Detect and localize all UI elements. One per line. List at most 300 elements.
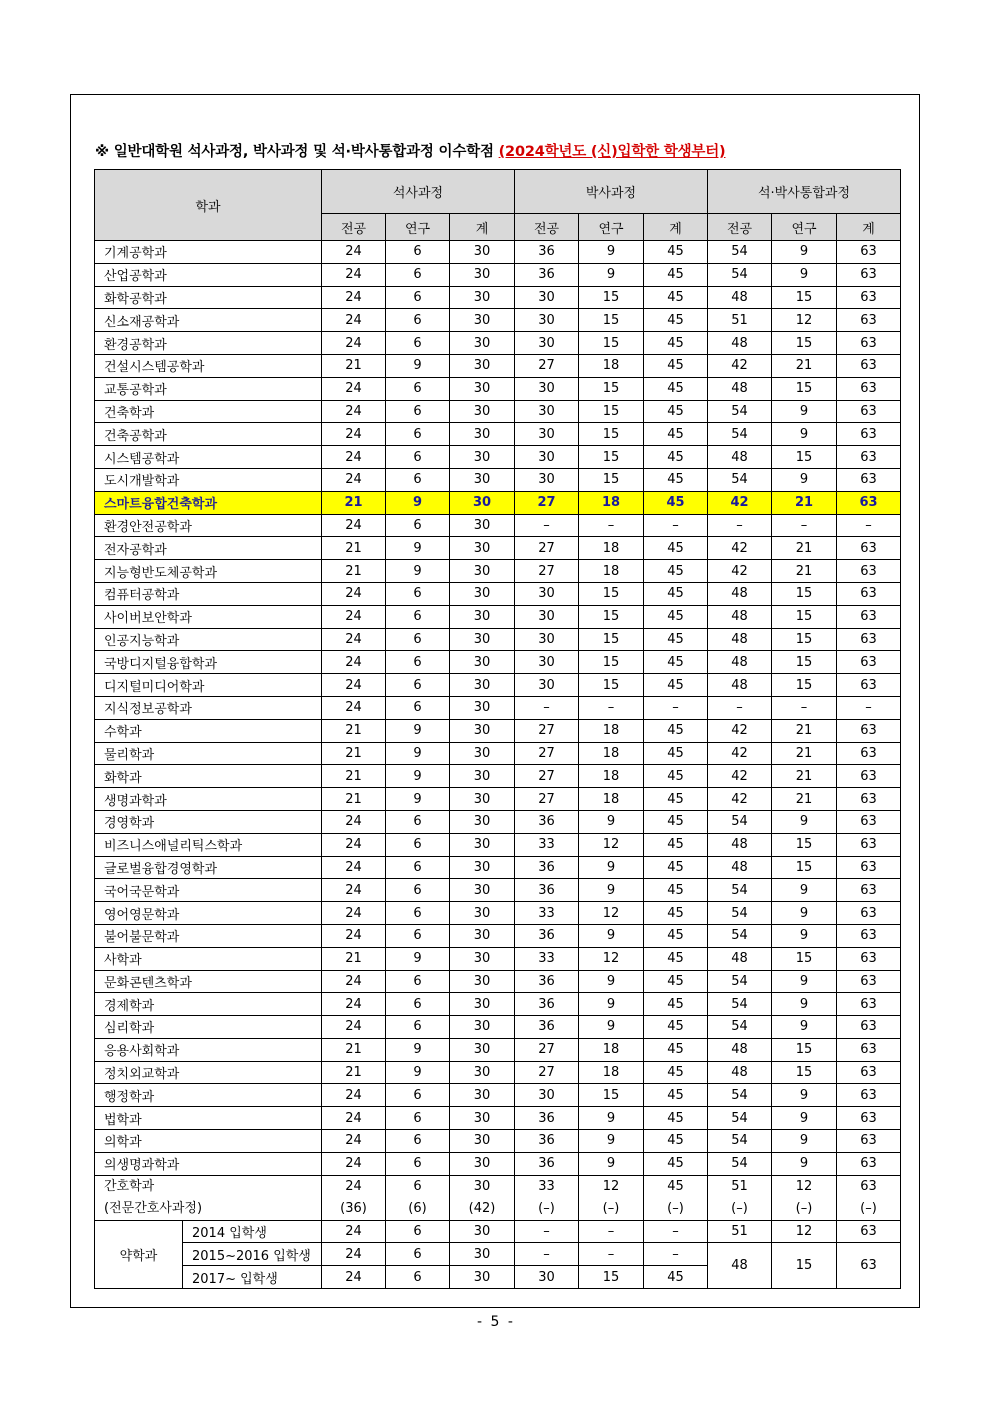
dept-name: 생명과학과 xyxy=(95,788,322,811)
table-cell: 33 xyxy=(515,947,579,970)
table-cell: 30 xyxy=(450,788,515,811)
table-cell: 30 xyxy=(515,1266,579,1289)
table-cell: 45 xyxy=(644,879,708,902)
table-cell: 21 xyxy=(322,354,386,377)
table-cell: 12 xyxy=(579,902,644,925)
table-cell: 24 xyxy=(322,605,386,628)
table-cell: 54 xyxy=(708,263,772,286)
table-cell: – xyxy=(579,1220,644,1243)
table-cell: 48 xyxy=(708,286,772,309)
table-cell: 48 xyxy=(708,377,772,400)
table-cell: 42 xyxy=(708,537,772,560)
table-cell: 12 xyxy=(772,309,837,332)
table-cell: 18 xyxy=(579,537,644,560)
table-cell: – xyxy=(772,696,837,719)
dept-name: 전자공학과 xyxy=(95,537,322,560)
dept-name: 산업공학과 xyxy=(95,263,322,286)
table-cell: 30 xyxy=(450,1084,515,1107)
table-cell: 63 xyxy=(837,491,901,514)
table-cell: 42 xyxy=(708,719,772,742)
table-cell: 24 xyxy=(322,879,386,902)
dept-name: 인공지능학과 xyxy=(95,628,322,651)
table-cell: 18 xyxy=(579,765,644,788)
table-cell: 15 xyxy=(579,1266,644,1289)
table-cell: 45 xyxy=(644,377,708,400)
table-cell: 48 xyxy=(708,674,772,697)
table-cell: 63 xyxy=(837,560,901,583)
dept-name: 건설시스템공학과 xyxy=(95,354,322,377)
table-cell: 15 xyxy=(772,651,837,674)
table-cell: 63 xyxy=(837,1084,901,1107)
table-row xyxy=(95,947,901,970)
header-sub: 계 xyxy=(644,214,708,241)
table-cell: 21 xyxy=(322,491,386,514)
table-cell: – xyxy=(644,1243,708,1266)
table-row xyxy=(95,765,901,788)
table-row xyxy=(95,1107,901,1130)
table-cell: 12 xyxy=(772,1220,837,1243)
table-cell: 21 xyxy=(322,742,386,765)
header-sub: 전공 xyxy=(708,214,772,241)
table-cell: 9 xyxy=(772,1152,837,1175)
table-cell: 30 xyxy=(450,674,515,697)
table-cell: 6 xyxy=(386,651,450,674)
table-cell: 45 xyxy=(644,354,708,377)
table-row xyxy=(95,696,901,719)
table-cell: 30 xyxy=(450,241,515,264)
dept-name: 컴퓨터공학과 xyxy=(95,582,322,605)
table-cell: 6 (6) xyxy=(386,1175,450,1220)
table-cell: 27 xyxy=(515,354,579,377)
table-cell: 21 xyxy=(772,719,837,742)
table-cell: 15 xyxy=(579,446,644,469)
dept-name: 지식정보공학과 xyxy=(95,696,322,719)
dept-name: 건축학과 xyxy=(95,400,322,423)
table-cell: 63 xyxy=(837,1130,901,1153)
table-cell: 21 xyxy=(322,765,386,788)
table-cell: 30 xyxy=(450,605,515,628)
table-cell: 45 xyxy=(644,674,708,697)
table-cell: 48 xyxy=(708,605,772,628)
table-cell: 30 xyxy=(515,628,579,651)
table-row xyxy=(95,970,901,993)
table-cell: 24 xyxy=(322,446,386,469)
header-sub: 연구 xyxy=(579,214,644,241)
table-cell: 63 xyxy=(837,810,901,833)
table-cell: 30 xyxy=(450,970,515,993)
table-cell: 6 xyxy=(386,377,450,400)
table-cell: 9 xyxy=(579,1016,644,1039)
table-cell: 63 xyxy=(837,263,901,286)
table-cell: 42 xyxy=(708,742,772,765)
table-cell: 63 xyxy=(837,742,901,765)
dept-name-pharmacy: 약학과 xyxy=(95,1220,183,1288)
table-cell: 30 xyxy=(450,468,515,491)
table-cell: 21 xyxy=(322,947,386,970)
table-cell: 30 xyxy=(515,582,579,605)
table-cell: 63 xyxy=(837,628,901,651)
table-cell: 6 xyxy=(386,605,450,628)
table-cell: 9 xyxy=(579,856,644,879)
table-cell: 15 xyxy=(772,605,837,628)
table-cell: 15 xyxy=(579,628,644,651)
table-cell: 9 xyxy=(386,560,450,583)
table-cell: 24 xyxy=(322,263,386,286)
table-cell: 9 xyxy=(386,947,450,970)
table-cell: 51 xyxy=(708,309,772,332)
table-cell: 30 xyxy=(515,446,579,469)
table-cell: 18 xyxy=(579,788,644,811)
table-cell: 45 xyxy=(644,651,708,674)
table-cell: 24 xyxy=(322,970,386,993)
table-cell: 18 xyxy=(579,742,644,765)
table-cell: 9 xyxy=(772,400,837,423)
table-cell: 30 xyxy=(450,446,515,469)
title-highlight: (2024학년도 (신)입학한 학생부터) xyxy=(498,144,726,160)
dept-name: 불어불문학과 xyxy=(95,924,322,947)
table-cell: 9 xyxy=(772,993,837,1016)
dept-name: 응용사회학과 xyxy=(95,1038,322,1061)
table-cell: 12 (–) xyxy=(772,1175,837,1220)
table-cell: 30 xyxy=(450,377,515,400)
table-cell: 30 xyxy=(515,468,579,491)
table-cell: – xyxy=(515,696,579,719)
table-cell: 6 xyxy=(386,1220,450,1243)
table-cell: 9 xyxy=(579,970,644,993)
table-cell: – xyxy=(708,514,772,537)
table-cell: 15 xyxy=(772,332,837,355)
table-cell: 45 xyxy=(644,810,708,833)
table-cell: 45 xyxy=(644,1016,708,1039)
table-cell: 6 xyxy=(386,1107,450,1130)
table-cell: 15 xyxy=(772,674,837,697)
table-cell: 45 xyxy=(644,286,708,309)
table-cell: 63 xyxy=(837,1243,901,1289)
table-cell: – xyxy=(515,1243,579,1266)
table-cell: 48 xyxy=(708,1243,772,1289)
table-cell: 45 xyxy=(644,400,708,423)
table-cell: 6 xyxy=(386,674,450,697)
table-cell: 9 xyxy=(579,1152,644,1175)
table-cell: 24 xyxy=(322,332,386,355)
header-sub: 연구 xyxy=(386,214,450,241)
table-cell: 9 xyxy=(386,1061,450,1084)
table-cell: 45 xyxy=(644,1266,708,1289)
table-cell: 48 xyxy=(708,856,772,879)
table-cell: 48 xyxy=(708,582,772,605)
table-cell: 12 xyxy=(579,833,644,856)
table-cell: 15 xyxy=(579,605,644,628)
table-cell: 30 xyxy=(450,742,515,765)
table-row xyxy=(95,263,901,286)
table-cell: 48 xyxy=(708,446,772,469)
table-cell: 15 xyxy=(772,446,837,469)
dept-name: 영어영문학과 xyxy=(95,902,322,925)
table-cell: 6 xyxy=(386,924,450,947)
table-cell: 9 xyxy=(386,742,450,765)
table-cell: 36 xyxy=(515,1152,579,1175)
table-row xyxy=(95,833,901,856)
table-cell: 9 xyxy=(772,1130,837,1153)
table-cell: 15 xyxy=(772,1038,837,1061)
table-row xyxy=(95,605,901,628)
table-cell: 30 xyxy=(515,377,579,400)
table-cell: 36 xyxy=(515,993,579,1016)
pharmacy-sub-label: 2015~2016 입학생 xyxy=(183,1243,322,1266)
table-cell: 63 xyxy=(837,970,901,993)
table-cell: 15 xyxy=(579,377,644,400)
table-row xyxy=(95,332,901,355)
table-cell: 63 xyxy=(837,1016,901,1039)
table-cell: 48 xyxy=(708,947,772,970)
table-cell: 24 xyxy=(322,468,386,491)
table-cell: 45 xyxy=(644,241,708,264)
credits-table xyxy=(94,169,901,1289)
table-cell: 48 xyxy=(708,332,772,355)
table-cell: 6 xyxy=(386,241,450,264)
table-cell: 27 xyxy=(515,560,579,583)
table-cell: 63 xyxy=(837,1220,901,1243)
dept-name: 화학과 xyxy=(95,765,322,788)
table-row xyxy=(95,400,901,423)
table-cell: 21 xyxy=(772,537,837,560)
table-cell: 6 xyxy=(386,514,450,537)
table-cell: 15 xyxy=(772,947,837,970)
table-cell: 6 xyxy=(386,263,450,286)
table-cell: 9 xyxy=(579,810,644,833)
table-cell: – xyxy=(644,696,708,719)
table-cell: 24 xyxy=(322,1084,386,1107)
table-cell: 54 xyxy=(708,1016,772,1039)
table-cell: 15 xyxy=(579,332,644,355)
table-cell: 30 xyxy=(450,332,515,355)
table-cell: 9 xyxy=(579,1107,644,1130)
table-cell: 63 xyxy=(837,446,901,469)
table-cell: 27 xyxy=(515,537,579,560)
table-cell: 30 (42) xyxy=(450,1175,515,1220)
table-cell: 6 xyxy=(386,1266,450,1289)
table-cell: 15 xyxy=(579,423,644,446)
table-cell: 45 xyxy=(644,947,708,970)
table-cell: 63 xyxy=(837,924,901,947)
table-cell: 30 xyxy=(450,1061,515,1084)
dept-name: 기계공학과 xyxy=(95,241,322,264)
table-cell: 30 xyxy=(515,423,579,446)
table-cell: 30 xyxy=(450,1038,515,1061)
table-cell: 63 xyxy=(837,1061,901,1084)
table-cell: 63 xyxy=(837,605,901,628)
table-cell: 36 xyxy=(515,879,579,902)
table-cell: 9 xyxy=(386,354,450,377)
table-cell: 6 xyxy=(386,446,450,469)
table-cell: 6 xyxy=(386,468,450,491)
table-cell: 15 xyxy=(579,651,644,674)
page-title: ※ 일반대학원 석사과정, 박사과정 및 석·박사통합과정 이수학점 (2024학년도 (신)입학한 학생부터) xyxy=(95,144,726,160)
table-cell: 45 xyxy=(644,924,708,947)
table-cell: 45 xyxy=(644,309,708,332)
table-cell: 21 xyxy=(322,1061,386,1084)
table-cell: 21 xyxy=(772,742,837,765)
dept-name: 환경공학과 xyxy=(95,332,322,355)
table-cell: 9 xyxy=(772,423,837,446)
table-cell: 45 xyxy=(644,902,708,925)
table-cell: 48 xyxy=(708,1038,772,1061)
table-row xyxy=(95,1016,901,1039)
table-cell: 24 xyxy=(322,514,386,537)
table-cell: 27 xyxy=(515,788,579,811)
table-cell: 30 xyxy=(450,354,515,377)
dept-name: 심리학과 xyxy=(95,1016,322,1039)
table-cell: 6 xyxy=(386,993,450,1016)
table-cell: 6 xyxy=(386,902,450,925)
table-cell: 45 xyxy=(644,970,708,993)
table-row xyxy=(95,810,901,833)
table-cell: 45 xyxy=(644,468,708,491)
table-cell: 12 (–) xyxy=(579,1175,644,1220)
table-cell: 63 xyxy=(837,765,901,788)
table-cell: 9 xyxy=(772,1107,837,1130)
table-cell: 9 xyxy=(772,970,837,993)
table-cell: 63 xyxy=(837,833,901,856)
table-cell: 30 xyxy=(450,286,515,309)
table-cell: 63 xyxy=(837,1107,901,1130)
table-cell: 30 xyxy=(515,332,579,355)
table-cell: 54 xyxy=(708,810,772,833)
table-cell: 45 xyxy=(644,1152,708,1175)
table-cell: 24 xyxy=(322,1152,386,1175)
table-row xyxy=(95,468,901,491)
table-cell: 9 xyxy=(772,924,837,947)
table-row xyxy=(95,856,901,879)
header-sub: 계 xyxy=(837,214,901,241)
table-row xyxy=(95,993,901,1016)
table-cell: 30 xyxy=(450,696,515,719)
table-cell: 63 xyxy=(837,1152,901,1175)
table-row xyxy=(95,742,901,765)
table-cell: 24 xyxy=(322,1266,386,1289)
dept-name: 의학과 xyxy=(95,1130,322,1153)
table-cell: 42 xyxy=(708,560,772,583)
table-cell: 9 xyxy=(579,993,644,1016)
table-cell: 63 xyxy=(837,377,901,400)
dept-name: 교통공학과 xyxy=(95,377,322,400)
table-cell: 36 xyxy=(515,1016,579,1039)
table-cell: 21 xyxy=(322,537,386,560)
table-cell: 6 xyxy=(386,1243,450,1266)
table-cell: 24 xyxy=(322,377,386,400)
dept-name: 사학과 xyxy=(95,947,322,970)
table-cell: 30 xyxy=(515,605,579,628)
dept-name: 건축공학과 xyxy=(95,423,322,446)
table-row xyxy=(95,377,901,400)
table-cell: 9 xyxy=(386,719,450,742)
table-cell: 24 (36) xyxy=(322,1175,386,1220)
table-cell: 9 xyxy=(386,765,450,788)
dept-name: 문화콘텐츠학과 xyxy=(95,970,322,993)
table-cell: – xyxy=(837,514,901,537)
header-master: 석사과정 xyxy=(322,170,515,214)
table-cell: 18 xyxy=(579,719,644,742)
table-row xyxy=(95,491,901,514)
table-row xyxy=(95,651,901,674)
table-cell: 15 xyxy=(579,1084,644,1107)
table-cell: 36 xyxy=(515,241,579,264)
table-cell: 9 xyxy=(772,468,837,491)
table-cell: 48 xyxy=(708,833,772,856)
table-cell: 54 xyxy=(708,970,772,993)
table-row xyxy=(95,788,901,811)
table-cell: 21 xyxy=(322,788,386,811)
table-cell: 63 xyxy=(837,286,901,309)
table-cell: 63 xyxy=(837,582,901,605)
table-cell: 6 xyxy=(386,833,450,856)
table-cell: 45 xyxy=(644,423,708,446)
table-cell: 45 xyxy=(644,332,708,355)
table-cell: 24 xyxy=(322,902,386,925)
table-cell: 42 xyxy=(708,788,772,811)
table-cell: 15 xyxy=(772,582,837,605)
dept-name: 지능형반도체공학과 xyxy=(95,560,322,583)
table-cell: 15 xyxy=(772,377,837,400)
table-cell: 24 xyxy=(322,1130,386,1153)
table-cell: 9 xyxy=(772,1084,837,1107)
table-cell: 6 xyxy=(386,1016,450,1039)
table-row xyxy=(95,537,901,560)
table-cell: 24 xyxy=(322,286,386,309)
table-cell: 30 xyxy=(515,309,579,332)
table-cell: 30 xyxy=(450,400,515,423)
table-cell: – xyxy=(644,514,708,537)
table-cell: 36 xyxy=(515,856,579,879)
dept-name: 국어국문학과 xyxy=(95,879,322,902)
table-cell: 24 xyxy=(322,833,386,856)
table-cell: 48 xyxy=(708,1061,772,1084)
table-cell: 63 xyxy=(837,309,901,332)
table-cell: 6 xyxy=(386,309,450,332)
table-row xyxy=(95,423,901,446)
table-cell: 27 xyxy=(515,1061,579,1084)
table-cell: 30 xyxy=(450,1016,515,1039)
table-cell: 15 xyxy=(772,286,837,309)
table-cell: 15 xyxy=(579,286,644,309)
table-cell: 30 xyxy=(450,1266,515,1289)
table-cell: 9 xyxy=(579,924,644,947)
table-cell: 21 xyxy=(322,1038,386,1061)
table-cell: 54 xyxy=(708,468,772,491)
dept-name-nursing: 간호학과 (전문간호사과정) xyxy=(95,1175,322,1220)
table-cell: 63 xyxy=(837,423,901,446)
table-cell: 30 xyxy=(450,993,515,1016)
table-cell: 63 xyxy=(837,537,901,560)
table-cell: 30 xyxy=(450,902,515,925)
table-cell: 30 xyxy=(450,924,515,947)
table-cell: 51 xyxy=(708,1220,772,1243)
dept-name: 수학과 xyxy=(95,719,322,742)
table-cell: 54 xyxy=(708,400,772,423)
table-cell: 9 xyxy=(579,263,644,286)
table-cell: – xyxy=(579,696,644,719)
dept-name: 경영학과 xyxy=(95,810,322,833)
table-cell: 30 xyxy=(450,537,515,560)
table-cell: 36 xyxy=(515,1107,579,1130)
table-cell: 30 xyxy=(450,765,515,788)
table-cell: 45 (–) xyxy=(644,1175,708,1220)
table-cell: 27 xyxy=(515,719,579,742)
table-cell: 30 xyxy=(515,286,579,309)
table-cell: 45 xyxy=(644,1084,708,1107)
table-row xyxy=(95,1130,901,1153)
table-row xyxy=(95,1175,901,1220)
